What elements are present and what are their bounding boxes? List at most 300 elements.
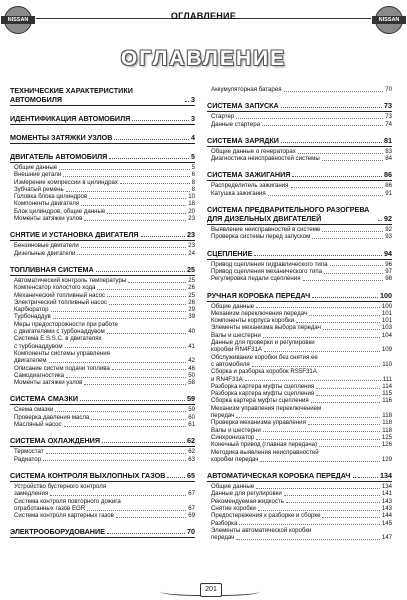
toc-section-heading[interactable] <box>207 136 392 145</box>
toc-section <box>10 265 195 386</box>
item-page: 67 <box>188 504 195 512</box>
section-rule <box>10 240 195 241</box>
dot-leader <box>311 402 381 403</box>
dot-leader <box>236 417 380 418</box>
toc-item[interactable] <box>10 448 195 455</box>
item-title: Стартер <box>211 113 235 121</box>
item-page: 83 <box>385 147 392 155</box>
dot-leader <box>84 220 186 221</box>
dot-leader <box>322 517 379 518</box>
item-title: Данные для проверки и регулировки <box>211 339 315 347</box>
section-rule <box>10 537 195 538</box>
toc-item[interactable] <box>207 505 392 512</box>
toc-section-heading[interactable] <box>207 249 392 258</box>
item-page: 24 <box>188 249 195 257</box>
item-page: 67 <box>188 490 195 498</box>
section-rule <box>10 105 195 106</box>
toc-section <box>207 101 392 128</box>
dot-leader <box>256 307 380 308</box>
item-title: Самодиагностика <box>14 371 65 379</box>
toc-right-column <box>207 86 392 549</box>
item-page: 104 <box>381 331 392 339</box>
item-title: Общие данные <box>211 302 255 310</box>
dot-leader <box>77 254 186 255</box>
toc-item[interactable] <box>207 427 392 434</box>
item-page: 25 <box>188 291 195 299</box>
dot-leader <box>141 236 185 237</box>
dot-leader <box>53 318 186 319</box>
toc-item[interactable] <box>10 193 195 200</box>
item-title: Снятие коробки <box>211 504 256 512</box>
dot-leader <box>81 247 186 248</box>
toc-item[interactable] <box>10 414 195 421</box>
item-page: 100 <box>381 302 392 310</box>
dot-leader <box>80 400 185 401</box>
toc-item[interactable] <box>207 226 392 233</box>
toc-item[interactable] <box>10 498 195 505</box>
toc-item[interactable] <box>207 441 392 448</box>
toc-section <box>207 86 392 93</box>
dot-leader <box>128 282 186 283</box>
toc-item[interactable] <box>207 121 392 128</box>
toc-item[interactable] <box>207 434 392 441</box>
dot-leader <box>185 101 189 102</box>
dot-leader <box>263 337 380 338</box>
item-title: Сборка картера муфты сцепления <box>211 397 309 405</box>
toc-section-heading[interactable] <box>207 101 392 110</box>
item-title: Компоненты двигателя <box>14 200 80 208</box>
dot-leader <box>236 539 380 540</box>
section-page: 70 <box>187 527 195 537</box>
dot-leader <box>55 411 186 412</box>
toc-item[interactable] <box>207 148 392 155</box>
dot-leader <box>262 125 383 126</box>
toc-item[interactable] <box>207 113 392 120</box>
toc-item[interactable] <box>10 284 195 291</box>
item-title: Механический топливный насос <box>14 291 106 299</box>
toc-item[interactable] <box>207 317 392 324</box>
toc-section <box>207 291 392 464</box>
item-title: Привод сцепления механического типа <box>211 267 323 275</box>
toc-item[interactable] <box>207 412 392 419</box>
toc-item[interactable] <box>207 310 392 317</box>
section-page: 81 <box>384 135 392 145</box>
toc-item[interactable] <box>10 292 195 299</box>
item-page: 39 <box>188 313 195 321</box>
item-title: Разборка <box>211 519 238 527</box>
item-title: Проверка механизма управления <box>211 419 306 427</box>
toc-section-heading[interactable] <box>10 265 195 274</box>
toc-item[interactable] <box>207 419 392 426</box>
toc-item[interactable] <box>207 324 392 331</box>
dot-leader <box>46 453 187 454</box>
item-title: Бензиновые двигатели <box>14 242 79 250</box>
item-title: Система E.S.S.C. в двигателях <box>14 335 102 343</box>
dot-leader <box>97 289 186 290</box>
toc-item[interactable] <box>10 372 195 379</box>
toc-section-heading[interactable] <box>207 205 392 223</box>
dot-leader <box>107 533 185 534</box>
toc-item[interactable] <box>207 233 392 240</box>
toc-section <box>10 114 195 125</box>
item-title: Описание систем подачи топлива <box>14 364 110 372</box>
item-page: 118 <box>382 426 392 434</box>
section-title: РУЧНАЯ КОРОБКА ПЕРЕДАЧ <box>207 290 311 300</box>
item-title: Внешние детали <box>14 171 62 179</box>
item-title: Схема смазки <box>14 406 54 414</box>
toc-item[interactable] <box>207 534 392 541</box>
toc-item[interactable] <box>207 368 392 375</box>
item-title: Меры предосторожности при работе <box>14 320 118 328</box>
toc-section-heading[interactable] <box>10 133 195 142</box>
item-page: 96 <box>385 260 392 268</box>
item-page: 26 <box>188 298 195 306</box>
toc-item[interactable] <box>10 512 195 519</box>
item-page: 126 <box>381 441 392 449</box>
item-page: 10 <box>188 193 195 201</box>
dot-leader <box>236 118 383 119</box>
item-title: Синхронизатор <box>211 433 255 441</box>
dot-leader <box>324 273 383 274</box>
item-title: Общие данные <box>14 164 58 171</box>
item-page: 98 <box>385 275 392 283</box>
item-page: 114 <box>382 382 392 390</box>
toc-item[interactable] <box>10 321 195 328</box>
item-page: 60 <box>188 413 195 421</box>
toc-item[interactable] <box>207 190 392 197</box>
toc-item[interactable] <box>10 186 195 193</box>
section-page: 94 <box>384 248 392 258</box>
toc-section-heading[interactable] <box>10 394 195 403</box>
section-rule <box>207 301 392 302</box>
toc-item[interactable] <box>10 164 195 171</box>
toc-item[interactable] <box>207 275 392 282</box>
toc-section-heading[interactable] <box>10 230 195 239</box>
toc-item[interactable] <box>207 490 392 497</box>
item-page: 74 <box>385 120 392 128</box>
section-title: СИСТЕМА КОНТРОЛЯ ВЫХЛОПНЫХ ГАЗОВ <box>10 470 166 480</box>
toc-item[interactable] <box>207 354 392 361</box>
toc-item[interactable] <box>10 200 195 207</box>
toc-section-heading[interactable] <box>10 114 195 123</box>
item-title: Сборка и разборка коробок RS5F31A <box>211 368 317 376</box>
toc-item[interactable] <box>10 421 195 428</box>
toc-left-column <box>10 86 195 546</box>
toc-item[interactable] <box>10 313 195 320</box>
toc-section-heading[interactable] <box>10 471 195 480</box>
toc-item[interactable] <box>10 250 195 257</box>
item-page: 97 <box>385 267 392 275</box>
item-title: Зубчатый ремень <box>14 185 64 193</box>
section-page: 59 <box>187 394 195 404</box>
toc-item[interactable] <box>207 261 392 268</box>
item-title: Диагностика неисправностей системы <box>211 155 320 163</box>
item-page: 50 <box>188 371 195 379</box>
section-rule <box>207 259 392 260</box>
toc-item[interactable] <box>10 379 195 386</box>
toc-item[interactable] <box>10 208 195 215</box>
item-title: Электрический топливный насос <box>14 298 107 306</box>
dot-leader <box>96 271 185 272</box>
toc-section <box>10 394 195 428</box>
section-rule <box>10 162 195 163</box>
item-page: 62 <box>188 448 195 456</box>
section-page: 65 <box>187 470 195 480</box>
toc-item[interactable] <box>10 365 195 372</box>
section-rule <box>10 124 195 125</box>
section-rule <box>207 146 392 147</box>
toc-item[interactable] <box>207 405 392 412</box>
item-page: 26 <box>188 284 195 292</box>
section-title: СИСТЕМА ПРЕДВАРИТЕЛЬНОГО РАЗОГРЕВА ДЛЯ ДИЗЕЛЬНЫХ ДВИГАТЕЛЕЙ <box>207 205 370 224</box>
section-page: 86 <box>384 170 392 180</box>
dot-leader <box>132 120 189 121</box>
toc-item[interactable] <box>207 303 392 310</box>
section-title: ЭЛЕКТРООБОРУДОВАНИЕ <box>10 527 105 537</box>
dot-leader <box>102 442 185 443</box>
dot-leader <box>322 231 383 232</box>
item-title: Дизельные двигатели <box>14 249 76 257</box>
dot-leader <box>281 142 382 143</box>
item-title: и RN4F31A <box>211 375 243 383</box>
item-page: 143 <box>381 504 392 512</box>
item-page: 111 <box>382 375 392 383</box>
toc-item[interactable] <box>207 512 392 519</box>
toc-section-heading[interactable] <box>10 436 195 445</box>
dot-leader <box>109 158 189 159</box>
item-title: Компоненты системы управления <box>14 349 110 357</box>
dot-leader <box>258 510 380 511</box>
item-page: 23 <box>188 242 195 250</box>
toc-item[interactable] <box>10 179 195 186</box>
toc-item[interactable] <box>207 332 392 339</box>
item-title: Общие данные о генераторах <box>211 147 296 155</box>
dot-leader <box>81 205 186 206</box>
toc-item[interactable] <box>207 498 392 505</box>
section-rule <box>207 481 392 482</box>
toc-item[interactable] <box>207 520 392 527</box>
toc-section-heading[interactable] <box>10 86 195 104</box>
item-title: Элементы автоматической коробки <box>211 526 312 534</box>
item-title: Методика выявления неисправностей <box>211 448 319 456</box>
item-page: 8 <box>191 178 195 186</box>
toc-item[interactable] <box>207 483 392 490</box>
dot-leader <box>319 446 380 447</box>
item-page: 23 <box>188 215 195 223</box>
toc-item[interactable] <box>207 456 392 463</box>
toc-item[interactable] <box>10 277 195 284</box>
toc-item[interactable] <box>207 449 392 456</box>
section-page: 100 <box>380 290 392 300</box>
item-page: 91 <box>385 189 392 197</box>
dot-leader <box>66 191 190 192</box>
section-page: 4 <box>191 133 195 142</box>
dot-leader <box>284 495 380 496</box>
dot-leader <box>291 187 384 188</box>
toc-section <box>10 133 195 144</box>
dot-leader <box>286 502 380 503</box>
toc-item[interactable] <box>207 86 392 93</box>
item-page: 86 <box>385 182 392 190</box>
section-title: СЦЕПЛЕНИЕ <box>207 248 253 258</box>
section-title: ТОПЛИВНАЯ СИСТЕМА <box>10 264 94 274</box>
toc-item[interactable] <box>207 182 392 189</box>
toc-section-heading[interactable] <box>10 152 195 161</box>
dot-leader <box>87 510 186 511</box>
toc-item[interactable] <box>207 376 392 383</box>
section-title: СНЯТИЕ И УСТАНОВКА ДВИГАТЕЛЯ <box>10 230 139 240</box>
item-page: 147 <box>381 534 392 542</box>
dot-leader <box>260 461 379 462</box>
section-title: СИСТЕМА ЗАЖИГАНИЯ <box>207 170 291 180</box>
toc-item[interactable] <box>207 390 392 397</box>
toc-item[interactable] <box>10 406 195 413</box>
section-title: ИДЕНТИФИКАЦИЯ АВТОМОБИЛЯ <box>10 114 131 123</box>
item-page: 58 <box>188 379 195 387</box>
item-page: 141 <box>381 490 392 498</box>
toc-item[interactable] <box>207 361 392 368</box>
dot-leader <box>63 176 189 177</box>
toc-section <box>207 170 392 197</box>
dot-leader <box>50 495 186 496</box>
item-title: с двигателями с турбонаддувом <box>14 328 105 336</box>
toc-item[interactable] <box>10 306 195 313</box>
item-title: Аккумуляторная батарея <box>211 86 282 93</box>
dot-leader <box>281 107 382 108</box>
toc-section <box>10 230 195 257</box>
dot-leader <box>112 369 186 370</box>
item-title: Радиатор <box>14 455 41 463</box>
item-page: 101 <box>381 317 392 325</box>
dot-leader <box>316 395 380 396</box>
toc-item[interactable] <box>207 397 392 404</box>
item-page: 59 <box>188 406 195 414</box>
item-title: с турбонаддувом <box>14 342 63 350</box>
item-title: Турбонаддув <box>14 313 51 321</box>
item-title: Система контроля картерных газов <box>14 512 114 520</box>
section-page: 5 <box>191 152 195 161</box>
dot-leader <box>309 315 380 316</box>
toc-section-heading[interactable] <box>10 527 195 536</box>
section-page: 62 <box>187 436 195 446</box>
item-title: Катушка зажигания <box>211 189 266 197</box>
toc-item[interactable] <box>10 357 195 364</box>
dot-leader <box>239 524 379 525</box>
item-page: 61 <box>188 421 195 429</box>
toc-item[interactable] <box>207 383 392 390</box>
dot-leader <box>252 366 381 367</box>
item-title: Моменты затяжки узлов <box>14 215 83 223</box>
section-rule <box>10 404 195 405</box>
item-page: 143 <box>381 497 392 505</box>
toc-section-heading[interactable] <box>207 291 392 300</box>
item-title: с автомобиля <box>211 360 250 368</box>
item-title: передач <box>211 534 235 542</box>
item-title: Компенсатор холостого хода <box>14 284 96 292</box>
toc-item[interactable] <box>207 339 392 346</box>
toc-item[interactable] <box>207 155 392 162</box>
item-title: двигателем <box>14 357 47 365</box>
toc-item[interactable] <box>10 299 195 306</box>
toc-item[interactable] <box>10 350 195 357</box>
item-page: 115 <box>382 390 392 398</box>
item-page: 144 <box>381 512 392 520</box>
section-title: ДВИГАТЕЛЬ АВТОМОБИЛЯ <box>10 152 108 161</box>
toc-item[interactable] <box>10 215 195 222</box>
item-title: Привод сцепления гидравлического типа <box>211 260 328 268</box>
item-title: передач <box>211 412 235 420</box>
nissan-logo-icon: NISSAN <box>375 6 403 34</box>
item-page: 92 <box>385 226 392 234</box>
item-page: 42 <box>188 357 195 365</box>
toc-item[interactable] <box>10 483 195 490</box>
toc-item[interactable] <box>10 242 195 249</box>
toc-item[interactable] <box>10 490 195 497</box>
dot-leader <box>256 488 380 489</box>
item-title: Система контроля повторного дожига <box>14 497 121 505</box>
item-page: 73 <box>385 113 392 121</box>
item-title: Элементы механизма выбора передач <box>211 324 321 332</box>
section-page: 25 <box>187 264 195 274</box>
dot-leader <box>114 139 189 140</box>
dot-leader <box>245 380 381 381</box>
page-number: 201 <box>200 583 222 597</box>
dot-leader <box>254 255 382 256</box>
dot-leader <box>303 280 384 281</box>
item-title: Разборка картера муфты сцепления <box>211 390 315 398</box>
toc-section-heading[interactable] <box>207 471 392 480</box>
item-title: коробки передач <box>211 455 259 463</box>
toc-item[interactable] <box>207 527 392 534</box>
toc-item[interactable] <box>10 456 195 463</box>
toc-section <box>207 136 392 163</box>
toc-item[interactable] <box>207 268 392 275</box>
dot-leader <box>292 176 382 177</box>
dot-leader <box>284 91 384 92</box>
toc-item[interactable] <box>10 335 195 342</box>
toc-item[interactable] <box>10 328 195 335</box>
header-title: ОГЛАВЛЕНИЕ <box>170 11 237 21</box>
item-title: Моменты затяжки узлов <box>14 379 83 387</box>
item-title: Выявление неисправностей в системе <box>211 226 321 234</box>
item-page: 20 <box>188 207 195 215</box>
toc-section <box>207 471 392 541</box>
item-title: Регулировка педали сцепления <box>211 275 301 283</box>
item-page: 41 <box>188 342 195 350</box>
item-title: Общие данные <box>211 483 255 491</box>
section-title: СИСТЕМА ЗАПУСКА <box>207 101 279 111</box>
dot-leader <box>256 439 380 440</box>
section-page: 73 <box>384 101 392 111</box>
toc-item[interactable] <box>10 505 195 512</box>
item-page: 8 <box>191 185 195 193</box>
item-title: Данные стартера <box>211 120 261 128</box>
section-rule <box>10 481 195 482</box>
toc-item[interactable] <box>10 171 195 178</box>
toc-section <box>10 86 195 106</box>
item-page: 18 <box>188 200 195 208</box>
item-title: Компоненты корпуса коробки <box>211 317 295 325</box>
dot-leader <box>59 169 189 170</box>
item-title: Автоматический контроль температуры <box>14 276 127 284</box>
dot-leader <box>120 183 190 184</box>
item-page: 101 <box>381 309 392 317</box>
toc-item[interactable] <box>207 346 392 353</box>
toc-section-heading[interactable] <box>207 170 392 179</box>
item-page: 109 <box>381 346 392 354</box>
item-title: Механизм переключения передач <box>211 309 308 317</box>
toc-item[interactable] <box>10 343 195 350</box>
